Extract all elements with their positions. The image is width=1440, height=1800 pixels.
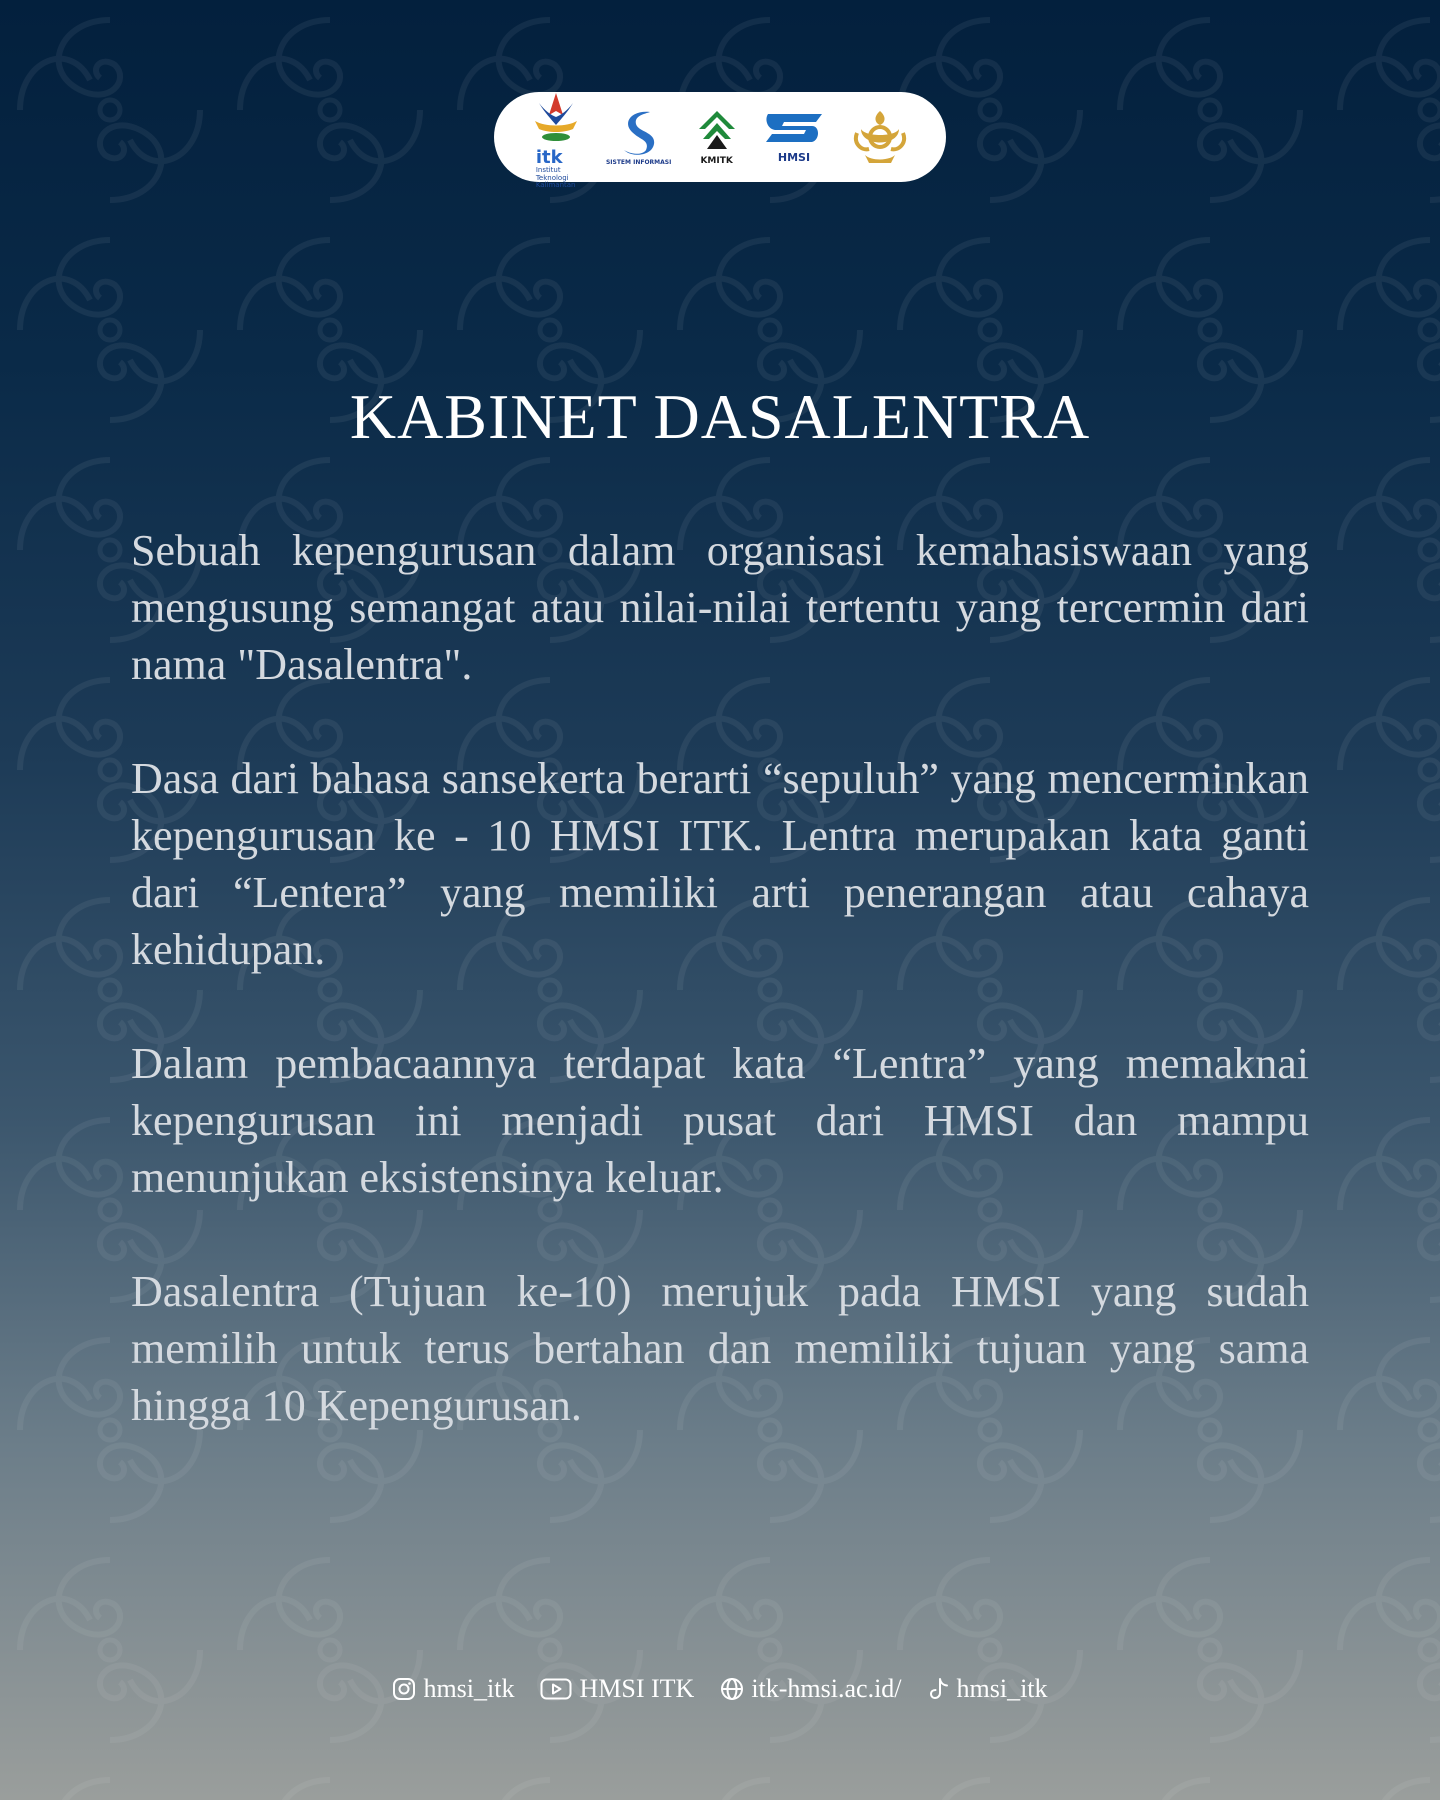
instagram-handle: hmsi_itk [423,1674,515,1703]
gold-emblem-icon [851,107,909,167]
tiktok-icon [928,1677,950,1701]
itk-logo-line1: Institut [535,166,561,175]
instagram-icon [392,1677,416,1701]
kmitk-logo-text: KMITK [700,155,733,166]
globe-icon [720,1677,744,1701]
itk-logo-line3: Kalimantan [535,181,576,190]
hmsi-logo [762,110,826,164]
itk-emblem-icon [531,85,581,145]
tiktok-handle: hmsi_itk [956,1674,1048,1703]
social-footer [0,1674,1440,1704]
sistem-informasi-logo-text: SISTEM INFORMASI [605,159,672,166]
sistem-informasi-logo [606,108,671,166]
itk-logo [531,85,581,190]
instagram-link[interactable] [392,1674,514,1704]
paragraph: Dasa dari bahasa sansekerta berarti “sepuluh” yang mencerminkan kepengurusan ke - 10 HMSI ITK. Lentra merupakan kata ganti dari “Lentera” yang memiliki arti penerangan atau cahaya kehidupan. [131,754,1309,974]
itk-logo-line2: Teknologi [535,173,569,182]
hmsi-logo-text: HMSI [777,151,811,164]
paragraph: Dasalentra (Tujuan ke-10) merujuk pada HMSI yang sudah memilih untuk terus bertahan dan memiliki tujuan yang sama hingga 10 Kepengurusan. [131,1267,1309,1430]
paragraph: Sebuah kepengurusan dalam organisasi kemahasiswaan yang mengusung semangat atau nilai-nilai tertentu yang tercermin dari nama "Dasalentra". [131,526,1309,689]
website-url: itk-hmsi.ac.id/ [751,1674,902,1703]
page-title: KABINET DASALENTRA [349,381,1091,452]
tiktok-link[interactable] [928,1674,1048,1704]
itk-logo-text: itk [535,146,563,168]
gold-emblem-logo [851,107,909,167]
description-text [131,522,1309,1491]
kmitk-logo [697,109,737,166]
sistem-informasi-emblem-icon [616,108,662,158]
youtube-link[interactable] [540,1674,694,1704]
youtube-channel: HMSI ITK [579,1674,695,1703]
hmsi-emblem-icon [762,110,826,150]
logo-bar [494,92,946,190]
website-link[interactable] [720,1674,901,1704]
paragraph: Dalam pembacaannya terdapat kata “Lentra” yang memaknai kepengurusan ini menjadi pusat dari HMSI dan mampu menunjukan eksistensinya keluar. [131,1039,1309,1202]
kmitk-emblem-icon [697,109,737,155]
youtube-icon [540,1677,572,1701]
